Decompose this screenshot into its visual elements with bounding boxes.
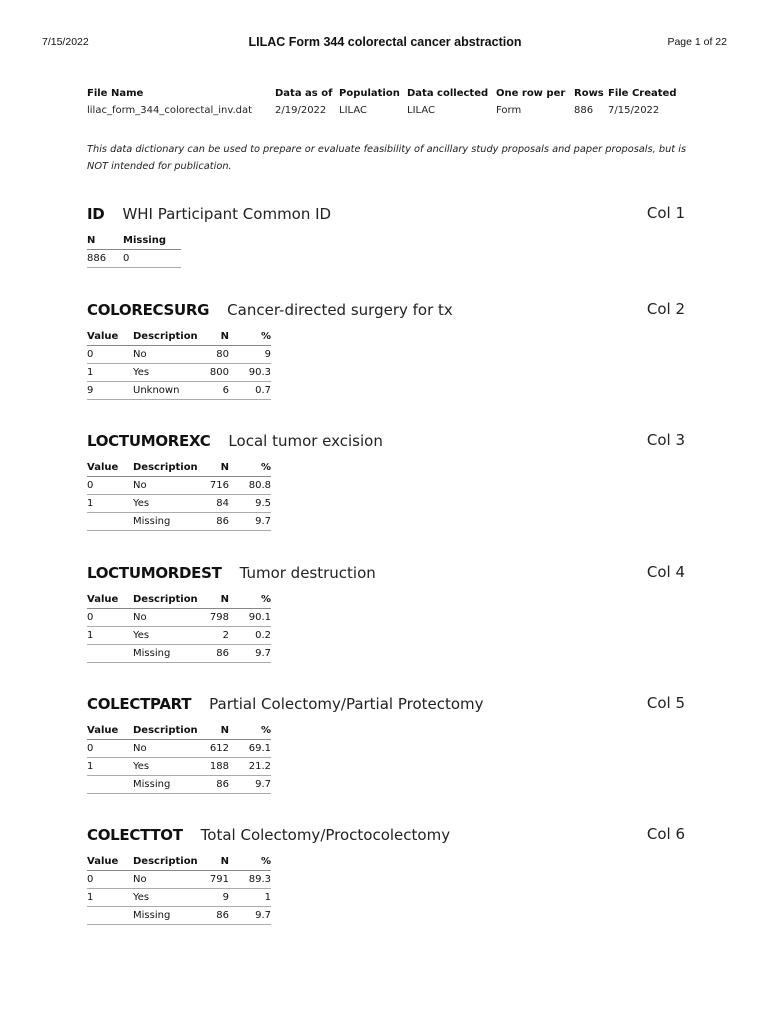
cell-value bbox=[87, 907, 133, 925]
variable-section-colectpart bbox=[87, 694, 685, 794]
cell-percent: 21.2 bbox=[229, 758, 271, 776]
variable-description: Partial Colectomy/Partial Protectomy bbox=[209, 695, 484, 713]
meta-header-data-collected: Data collected bbox=[407, 88, 489, 99]
cell-percent: 9.7 bbox=[229, 645, 271, 663]
table-row bbox=[87, 477, 271, 495]
header-percent: % bbox=[229, 592, 271, 609]
variable-description: Cancer-directed surgery for tx bbox=[227, 301, 453, 319]
cell-percent: 9 bbox=[229, 346, 271, 364]
header-value: Value bbox=[87, 592, 133, 609]
header-description: Description bbox=[133, 460, 203, 477]
cell-value bbox=[87, 776, 133, 794]
cell-value: 0 bbox=[87, 871, 133, 889]
file-metadata-table bbox=[87, 88, 676, 116]
cell-description: No bbox=[133, 346, 203, 364]
meta-header-file-created: File Created bbox=[608, 88, 677, 99]
cell-description: Yes bbox=[133, 758, 203, 776]
cell-description: Unknown bbox=[133, 382, 203, 400]
column-number: Col 6 bbox=[646, 825, 685, 843]
meta-rows: 886 bbox=[574, 105, 594, 116]
cell-n: 2 bbox=[203, 627, 229, 645]
header-percent: % bbox=[229, 460, 271, 477]
cell-description: Yes bbox=[133, 627, 203, 645]
variable-section-id bbox=[87, 204, 685, 268]
header-description: Description bbox=[133, 592, 203, 609]
cell-description: No bbox=[133, 871, 203, 889]
header-description: Description bbox=[133, 723, 203, 740]
header-percent: % bbox=[229, 329, 271, 346]
id-header-missing: Missing bbox=[123, 233, 181, 250]
cell-percent: 9.7 bbox=[229, 513, 271, 531]
table-header-row bbox=[87, 329, 271, 346]
cell-n: 86 bbox=[203, 907, 229, 925]
header-value: Value bbox=[87, 329, 133, 346]
cell-value: 1 bbox=[87, 364, 133, 382]
id-summary-value-row bbox=[87, 250, 181, 268]
file-metadata-value-row bbox=[87, 105, 676, 116]
table-row bbox=[87, 609, 271, 627]
id-summary-table bbox=[87, 233, 181, 268]
cell-n: 791 bbox=[203, 871, 229, 889]
id-header-n: N bbox=[87, 233, 123, 250]
cell-percent: 90.3 bbox=[229, 364, 271, 382]
cell-description: Yes bbox=[133, 889, 203, 907]
variable-name: LOCTUMORDEST bbox=[87, 564, 222, 582]
table-header-row bbox=[87, 592, 271, 609]
cell-n: 798 bbox=[203, 609, 229, 627]
cell-value: 1 bbox=[87, 495, 133, 513]
table-row bbox=[87, 382, 271, 400]
cell-percent: 9.7 bbox=[229, 907, 271, 925]
meta-header-population: Population bbox=[339, 88, 400, 99]
cell-value bbox=[87, 645, 133, 663]
table-row bbox=[87, 513, 271, 531]
value-frequency-table bbox=[87, 592, 271, 663]
header-description: Description bbox=[133, 854, 203, 871]
variable-description: Tumor destruction bbox=[239, 564, 376, 582]
table-row bbox=[87, 907, 271, 925]
column-number: Col 2 bbox=[646, 300, 685, 318]
variable-section-colorecsurg bbox=[87, 300, 685, 400]
id-n-value: 886 bbox=[87, 250, 123, 268]
header-percent: % bbox=[229, 854, 271, 871]
cell-percent: 0.7 bbox=[229, 382, 271, 400]
cell-description: Missing bbox=[133, 776, 203, 794]
cell-description: No bbox=[133, 609, 203, 627]
cell-n: 188 bbox=[203, 758, 229, 776]
table-row bbox=[87, 740, 271, 758]
variable-name: LOCTUMOREXC bbox=[87, 432, 211, 450]
cell-value: 0 bbox=[87, 477, 133, 495]
cell-value: 1 bbox=[87, 889, 133, 907]
meta-one-row-per: Form bbox=[496, 105, 522, 116]
cell-percent: 9.7 bbox=[229, 776, 271, 794]
table-row bbox=[87, 627, 271, 645]
cell-description: Missing bbox=[133, 645, 203, 663]
id-summary-header-row bbox=[87, 233, 181, 250]
variable-name: ID bbox=[87, 205, 105, 223]
cell-value bbox=[87, 513, 133, 531]
cell-n: 86 bbox=[203, 776, 229, 794]
print-date: 7/15/2022 bbox=[42, 36, 89, 48]
table-row bbox=[87, 776, 271, 794]
header-n: N bbox=[203, 329, 229, 346]
table-row bbox=[87, 645, 271, 663]
cell-percent: 90.1 bbox=[229, 609, 271, 627]
cell-n: 9 bbox=[203, 889, 229, 907]
value-frequency-table bbox=[87, 460, 271, 531]
table-row bbox=[87, 889, 271, 907]
document-title: LILAC Form 344 colorectal cancer abstraction bbox=[248, 35, 522, 49]
meta-header-rows: Rows bbox=[574, 88, 604, 99]
table-row bbox=[87, 871, 271, 889]
table-header-row bbox=[87, 854, 271, 871]
value-frequency-table bbox=[87, 723, 271, 794]
variable-name: COLECTTOT bbox=[87, 826, 183, 844]
cell-n: 800 bbox=[203, 364, 229, 382]
header-value: Value bbox=[87, 723, 133, 740]
cell-value: 1 bbox=[87, 758, 133, 776]
cell-description: No bbox=[133, 477, 203, 495]
variable-description: Total Colectomy/Proctocolectomy bbox=[200, 826, 451, 844]
meta-data-as-of: 2/19/2022 bbox=[275, 105, 327, 116]
table-header-row bbox=[87, 723, 271, 740]
header-n: N bbox=[203, 592, 229, 609]
column-number: Col 3 bbox=[646, 431, 685, 449]
table-row bbox=[87, 495, 271, 513]
meta-file-name: lilac_form_344_colorectal_inv.dat bbox=[87, 105, 253, 116]
variable-heading bbox=[87, 825, 685, 847]
cell-value: 0 bbox=[87, 609, 133, 627]
header-description: Description bbox=[133, 329, 203, 346]
cell-value: 9 bbox=[87, 382, 133, 400]
variable-name: COLECTPART bbox=[87, 695, 192, 713]
cell-percent: 89.3 bbox=[229, 871, 271, 889]
cell-n: 6 bbox=[203, 382, 229, 400]
cell-description: Missing bbox=[133, 907, 203, 925]
cell-percent: 69.1 bbox=[229, 740, 271, 758]
variable-heading bbox=[87, 563, 685, 585]
meta-header-file-name: File Name bbox=[87, 88, 144, 99]
variable-heading bbox=[87, 204, 685, 226]
table-header-row bbox=[87, 460, 271, 477]
cell-percent: 80.8 bbox=[229, 477, 271, 495]
cell-n: 80 bbox=[203, 346, 229, 364]
column-number: Col 4 bbox=[646, 563, 685, 581]
table-row bbox=[87, 346, 271, 364]
header-value: Value bbox=[87, 460, 133, 477]
cell-n: 612 bbox=[203, 740, 229, 758]
table-row bbox=[87, 364, 271, 382]
cell-description: Missing bbox=[133, 513, 203, 531]
cell-n: 86 bbox=[203, 645, 229, 663]
cell-description: Yes bbox=[133, 364, 203, 382]
value-frequency-table bbox=[87, 329, 271, 400]
variable-heading bbox=[87, 694, 685, 716]
header-n: N bbox=[203, 723, 229, 740]
variable-name: COLORECSURG bbox=[87, 301, 210, 319]
cell-n: 84 bbox=[203, 495, 229, 513]
meta-header-one-row-per: One row per bbox=[496, 88, 566, 99]
cell-value: 0 bbox=[87, 740, 133, 758]
value-frequency-table bbox=[87, 854, 271, 925]
variable-description: Local tumor excision bbox=[228, 432, 383, 450]
variable-section-colecttot bbox=[87, 825, 685, 925]
cell-description: No bbox=[133, 740, 203, 758]
file-metadata-header-row bbox=[87, 88, 676, 105]
id-missing-value: 0 bbox=[123, 250, 181, 268]
cell-percent: 1 bbox=[229, 889, 271, 907]
cell-description: Yes bbox=[133, 495, 203, 513]
variable-heading bbox=[87, 300, 685, 322]
cell-percent: 9.5 bbox=[229, 495, 271, 513]
header-n: N bbox=[203, 854, 229, 871]
variable-section-loctumorexc bbox=[87, 431, 685, 531]
cell-n: 716 bbox=[203, 477, 229, 495]
column-number: Col 5 bbox=[646, 694, 685, 712]
cell-percent: 0.2 bbox=[229, 627, 271, 645]
table-row bbox=[87, 758, 271, 776]
usage-note: This data dictionary can be used to prepare or evaluate feasibility of ancillary study proposals and paper proposals, but is NOT intended for publication. bbox=[87, 144, 687, 172]
meta-header-data-as-of: Data as of bbox=[275, 88, 333, 99]
cell-n: 86 bbox=[203, 513, 229, 531]
variable-description: WHI Participant Common ID bbox=[122, 205, 332, 223]
column-number: Col 1 bbox=[646, 204, 685, 222]
cell-value: 0 bbox=[87, 346, 133, 364]
meta-population: LILAC bbox=[339, 105, 367, 116]
header-value: Value bbox=[87, 854, 133, 871]
meta-file-created: 7/15/2022 bbox=[608, 105, 660, 116]
header-n: N bbox=[203, 460, 229, 477]
variable-heading bbox=[87, 431, 685, 453]
cell-value: 1 bbox=[87, 627, 133, 645]
header-percent: % bbox=[229, 723, 271, 740]
page-number: Page 1 of 22 bbox=[667, 36, 727, 48]
variable-section-loctumordest bbox=[87, 563, 685, 663]
meta-data-collected: LILAC bbox=[407, 105, 435, 116]
